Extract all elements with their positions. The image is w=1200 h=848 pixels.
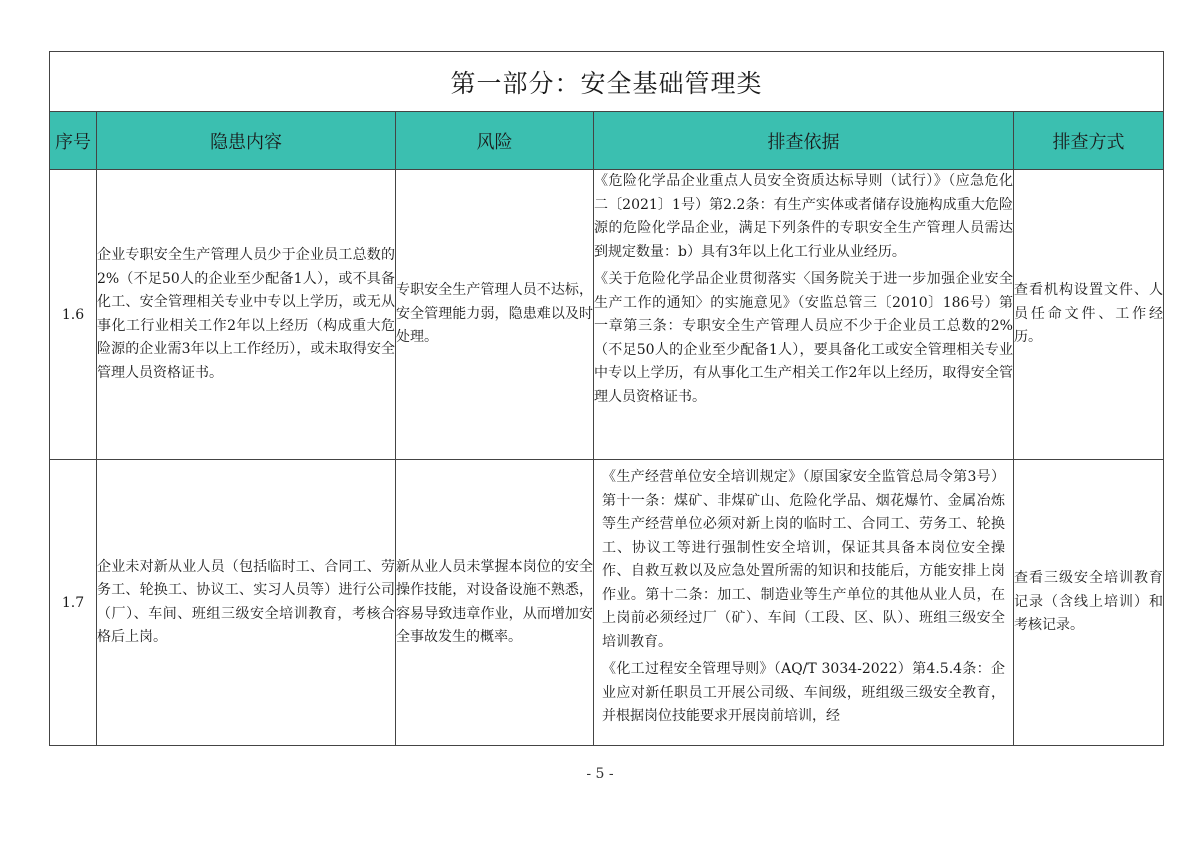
- header-hazard: 隐患内容: [97, 112, 396, 170]
- table-header-row: [50, 112, 1164, 170]
- table-row: [50, 460, 1164, 746]
- row-seq: 1.6: [50, 170, 97, 460]
- row-risk: 专职安全生产管理人员不达标，安全管理能力弱，隐患难以及时处理。: [396, 170, 594, 460]
- row-seq: 1.7: [50, 460, 97, 746]
- header-seq: 序号: [50, 112, 97, 170]
- header-risk: 风险: [396, 112, 594, 170]
- basis-paragraph: 《危险化学品企业重点人员安全资质达标导则（试行）》（应急危化二〔2021〕1号）第2.2条：有生产实体或者储存设施构成重大危险源的危险化学品企业，满足下列条件的专职安全生产管理人员需达到规定数量：b）具有3年以上化工行业从业经历。: [594, 173, 1013, 260]
- row-risk: 新从业人员未掌握本岗位的安全操作技能，对设备设施不熟悉，容易导致违章作业，从而增加安全事故发生的概率。: [396, 460, 594, 746]
- header-method: 排查方式: [1014, 112, 1164, 170]
- header-basis: 排查依据: [594, 112, 1014, 170]
- basis-paragraph: 《关于危险化学品企业贯彻落实〈国务院关于进一步加强企业安全生产工作的通知〉的实施意见》（安监总管三〔2010〕186号）第一章第三条：专职安全生产管理人员应不少于企业员工总数的2%（不足50人的企业至少配备1人），要具备化工或安全管理相关专业中专以上学历，有从事化工生产相关工作2年以上经历，取得安全管理人员资格证书。: [594, 271, 1013, 405]
- row-method: 查看机构设置文件、人员任命文件、工作经历。: [1014, 170, 1164, 460]
- hazard-table: [49, 51, 1164, 746]
- page-number: - 5 -: [586, 766, 614, 782]
- row-method: 查看三级安全培训教育记录（含线上培训）和考核记录。: [1014, 460, 1164, 746]
- row-basis: [594, 460, 1014, 746]
- row-hazard: 企业未对新从业人员（包括临时工、合同工、劳务工、轮换工、协议工、实习人员等）进行公司（厂）、车间、班组三级安全培训教育，考核合格后上岗。: [97, 460, 396, 746]
- table-row: [50, 170, 1164, 460]
- row-basis: [594, 170, 1014, 460]
- basis-paragraph: 《生产经营单位安全培训规定》（原国家安全监管总局令第3号）第十一条：煤矿、非煤矿山、危险化学品、烟花爆竹、金属冶炼等生产经营单位必须对新上岗的临时工、合同工、劳务工、轮换工、协议工等进行强制性安全培训，保证其具备本岗位安全操作、自救互救以及应急处置所需的知识和技能后，方能安排上岗作业。第十二条：加工、制造业等生产单位的其他从业人员，在上岗前必须经过厂（矿）、车间（工段、区、队）、班组三级安全培训教育。: [602, 469, 1005, 650]
- row-hazard: 企业专职安全生产管理人员少于企业员工总数的2%（不足50人的企业至少配备1人），或不具备化工、安全管理相关专业中专以上学历，或无从事化工行业相关工作2年以上经历（构成重大危险源的企业需3年以上工作经历），或未取得安全管理人员资格证书。: [97, 170, 396, 460]
- page-title: 第一部分：安全基础管理类: [50, 52, 1164, 112]
- basis-paragraph: 《化工过程安全管理导则》（AQ/T 3034-2022）第4.5.4条：企业应对新任职员工开展公司级、车间级，班组级三级安全教育，并根据岗位技能要求开展岗前培训，经: [602, 661, 1005, 724]
